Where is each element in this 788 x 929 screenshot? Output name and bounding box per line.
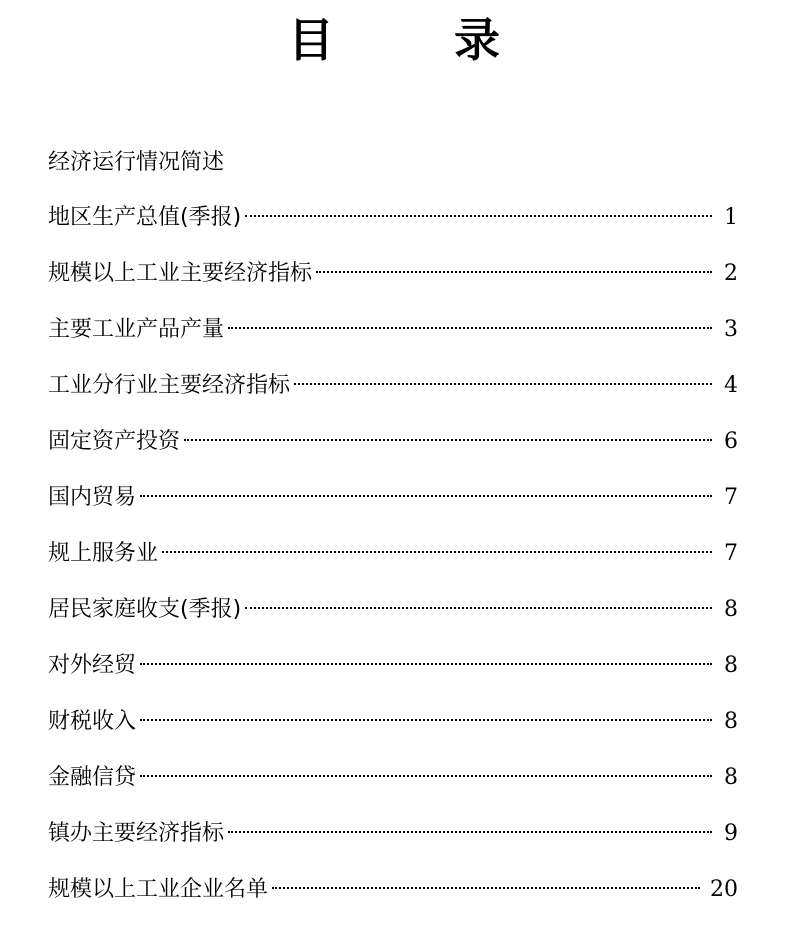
toc-page-number: 6 xyxy=(724,429,738,454)
toc-page-number: 3 xyxy=(724,317,738,342)
toc-page-number: 20 xyxy=(710,877,738,902)
toc-entry-label: 主要工业产品产量 xyxy=(48,317,225,342)
toc-entry-industrial-output[interactable] xyxy=(48,313,738,369)
toc-entry-label: 地区生产总值(季报) xyxy=(48,205,242,230)
dot-leader xyxy=(245,607,712,609)
toc-entry-fiscal-revenue[interactable] xyxy=(48,705,738,761)
toc-entry-industry-indicators[interactable] xyxy=(48,257,738,313)
dot-leader xyxy=(140,495,712,497)
dot-leader xyxy=(184,439,712,441)
dot-leader xyxy=(245,215,712,217)
toc-page-number: 7 xyxy=(724,485,738,510)
toc-entry-gdp[interactable] xyxy=(48,201,738,257)
toc-entry-label: 镇办主要经济指标 xyxy=(48,821,225,846)
toc-page-number: 8 xyxy=(724,653,738,678)
dot-leader xyxy=(140,719,712,721)
dot-leader xyxy=(140,775,712,777)
dot-leader xyxy=(272,887,700,889)
toc-entry-label: 财税收入 xyxy=(48,709,137,734)
toc-entry-label: 规模以上工业企业名单 xyxy=(48,877,269,902)
toc-page-number: 4 xyxy=(724,373,738,398)
toc-page-number: 7 xyxy=(724,541,738,566)
toc-entry-household-income[interactable] xyxy=(48,593,738,649)
toc-page-number: 8 xyxy=(724,765,738,790)
toc-entry-fixed-asset-investment[interactable] xyxy=(48,425,738,481)
dot-leader xyxy=(228,831,712,833)
toc-entry-label: 居民家庭收支(季报) xyxy=(48,597,242,622)
toc-entry-label: 金融信贷 xyxy=(48,765,137,790)
section-heading: 经济运行情况简述 xyxy=(48,150,225,175)
toc-entry-industry-by-sector[interactable] xyxy=(48,369,738,425)
toc-page-number: 8 xyxy=(724,709,738,734)
toc-list xyxy=(48,201,738,929)
page-title: 目 录 xyxy=(287,13,552,67)
dot-leader xyxy=(316,271,712,273)
toc-page-number: 9 xyxy=(724,821,738,846)
dot-leader xyxy=(228,327,712,329)
toc-entry-label: 规上服务业 xyxy=(48,541,159,566)
toc-entry-foreign-trade[interactable] xyxy=(48,649,738,705)
toc-entry-label: 国内贸易 xyxy=(48,485,137,510)
toc-entry-label: 固定资产投资 xyxy=(48,429,181,454)
toc-entry-label: 对外经贸 xyxy=(48,653,137,678)
toc-page-number: 8 xyxy=(724,597,738,622)
dot-leader xyxy=(294,383,712,385)
dot-leader xyxy=(140,663,712,665)
toc-entry-label: 工业分行业主要经济指标 xyxy=(48,373,291,398)
toc-entry-label: 规模以上工业主要经济指标 xyxy=(48,261,313,286)
toc-page-number: 2 xyxy=(724,261,738,286)
toc-entry-services[interactable] xyxy=(48,537,738,593)
toc-page-number: 1 xyxy=(724,205,738,230)
toc-entry-finance-credit[interactable] xyxy=(48,761,738,817)
dot-leader xyxy=(162,551,712,553)
toc-entry-town-indicators[interactable] xyxy=(48,817,738,873)
toc-entry-enterprise-list[interactable] xyxy=(48,873,738,929)
toc-entry-domestic-trade[interactable] xyxy=(48,481,738,537)
